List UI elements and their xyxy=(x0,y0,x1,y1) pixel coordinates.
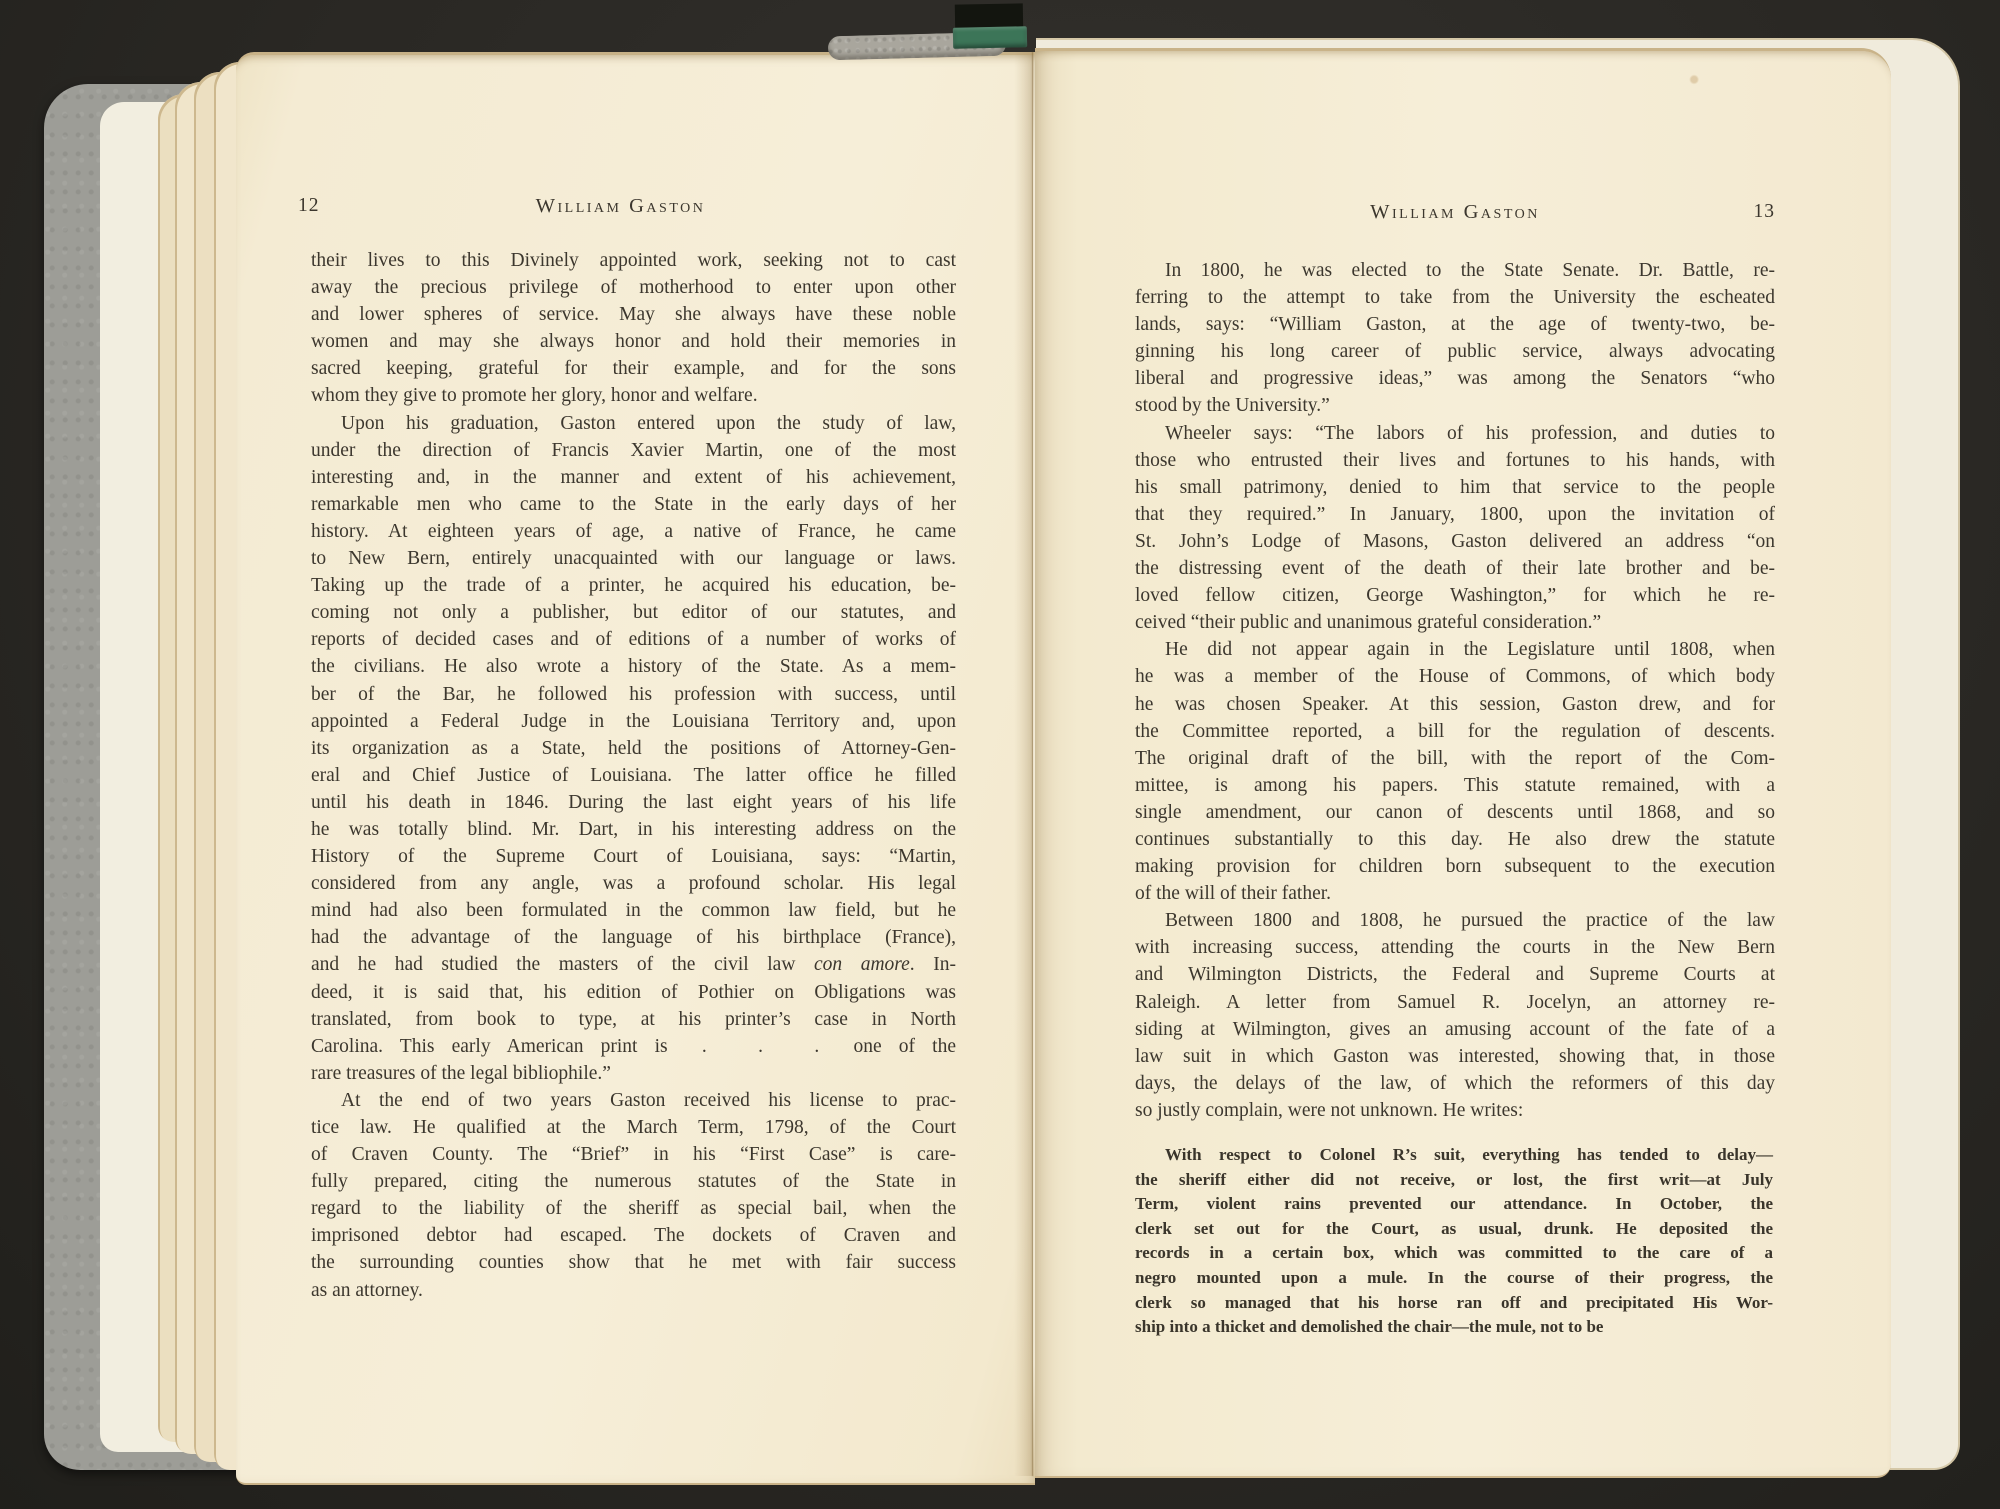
text-line: Wheeler says: “The labors of his profession, and duties to xyxy=(1165,422,1775,444)
text-line: its organization as a State, held the positions of Attorney-Gen- xyxy=(311,737,956,759)
text-line: he was chosen Speaker. At this session, Gaston drew, and for xyxy=(1135,693,1775,715)
text-line: those who entrusted their lives and fortunes to his hands, with xyxy=(1135,449,1775,471)
text-line: interesting and, in the manner and extent of his achievement, xyxy=(311,466,956,488)
paragraph xyxy=(311,1087,956,1304)
text-line: with increasing success, attending the courts in the New Bern xyxy=(1135,937,1775,959)
right-page-text xyxy=(1135,257,1775,1124)
text-line: so justly complain, were not unknown. He writes: xyxy=(1135,1099,1524,1121)
text-line: stood by the University.” xyxy=(1135,395,1330,417)
left-page-text xyxy=(311,247,956,1304)
text-line: mittee, is among his papers. This statute remained, with a xyxy=(1135,774,1775,796)
text-line: At the end of two years Gaston received his license to prac- xyxy=(341,1089,956,1111)
letter-quote-block xyxy=(1135,1143,1773,1340)
text-line: mind had also been formulated in the common law field, but he xyxy=(311,900,956,922)
text-line: clerk so managed that his horse ran off and precipitated His Wor- xyxy=(1135,1292,1773,1312)
text-line: St. John’s Lodge of Masons, Gaston delivered an address “on xyxy=(1135,530,1775,552)
text-line: ferring to the attempt to take from the University the escheated xyxy=(1135,287,1775,309)
paragraph xyxy=(311,247,956,410)
text-line: days, the delays of the law, of which the reformers of this day xyxy=(1135,1072,1775,1094)
text-line: clerk set out for the Court, as usual, drunk. He deposited the xyxy=(1135,1218,1773,1238)
text-line: had the advantage of the language of his birthplace (France), xyxy=(311,927,956,949)
paragraph xyxy=(1135,1143,1773,1340)
text-line: making provision for children born subsequent to the execution xyxy=(1135,856,1775,878)
text-line: translated, from book to type, at his printer’s case in North xyxy=(311,1008,956,1030)
text-line: remarkable men who came to the State in the early days of her xyxy=(311,493,956,515)
text-line: Raleigh. A letter from Samuel R. Jocelyn, an attorney re- xyxy=(1135,991,1775,1013)
text-line: imprisoned debtor had escaped. The dockets of Craven and xyxy=(311,1225,956,1247)
text-line: Upon his graduation, Gaston entered upon the study of law, xyxy=(341,412,956,434)
text-line: ship into a thicket and demolished the chair—the mule, not to be xyxy=(1135,1317,1604,1337)
text-line: the distressing event of the death of their late brother and be- xyxy=(1135,558,1775,580)
text-line: reports of decided cases and of editions of a number of works of xyxy=(311,629,956,651)
paragraph xyxy=(311,410,956,1087)
gutter-crease xyxy=(1033,52,1035,1476)
paragraph xyxy=(1135,420,1775,637)
text-line: lands, says: “William Gaston, at the age of twenty-two, be- xyxy=(1135,314,1775,336)
text-line: With respect to Colonel R’s suit, everything has tended to delay— xyxy=(1165,1145,1773,1164)
paragraph xyxy=(1135,257,1775,420)
text-line: appointed a Federal Judge in the Louisiana Territory and, upon xyxy=(311,710,956,732)
text-line: Carolina. This early American print is . . . one of the xyxy=(311,1035,956,1057)
bookmark-tab-green xyxy=(953,26,1027,49)
text-line: records in a certain box, which was committed to the care of a xyxy=(1135,1243,1773,1263)
text-line: loved fellow citizen, George Washington,” for which he re- xyxy=(1135,585,1775,607)
text-line: law suit in which Gaston was interested, showing that, in those xyxy=(1135,1045,1775,1067)
text-line: his small patrimony, denied to him that service to the people xyxy=(1135,476,1775,498)
text-line: continues substantially to this day. He also drew the statute xyxy=(1135,828,1775,850)
text-line: the sheriff either did not receive, or lost, the first writ—at July xyxy=(1135,1169,1773,1189)
paragraph xyxy=(1135,907,1775,1124)
text-line: fully prepared, citing the numerous statutes of the State in xyxy=(311,1171,956,1193)
text-line: eral and Chief Justice of Louisiana. The latter office he filled xyxy=(311,764,956,786)
running-header-left: William Gaston xyxy=(535,195,706,217)
text-line: tice law. He qualified at the March Term, 1798, of the Court xyxy=(311,1117,956,1138)
text-line: deed, it is said that, his edition of Pothier on Obligations was xyxy=(311,981,956,1003)
text-line: the surrounding counties show that he met with fair success xyxy=(311,1252,956,1274)
text-line: the civilians. He also wrote a history of the State. As a mem- xyxy=(311,656,956,678)
gutter-shadow xyxy=(1014,52,1034,1476)
text-line: considered from any angle, was a profound scholar. His legal xyxy=(311,873,956,895)
page-number-right: 13 xyxy=(1753,201,1775,222)
text-line: ber of the Bar, he followed his profession with success, until xyxy=(311,683,956,705)
text-line: In 1800, he was elected to the State Senate. Dr. Battle, re- xyxy=(1165,260,1775,281)
text-line: Term, violent rains prevented our attendance. In October, the xyxy=(1135,1194,1773,1214)
text-line: negro mounted upon a mule. In the course of their progress, the xyxy=(1135,1267,1773,1287)
text-line: to New Bern, entirely unacquainted with our language or laws. xyxy=(311,548,956,570)
text-line: liberal and progressive ideas,” was among the Senators “who xyxy=(1135,368,1775,390)
text-line: he was totally blind. Mr. Dart, in his interesting address on the xyxy=(311,818,956,840)
text-line: as an attorney. xyxy=(311,1279,423,1301)
text-line: History of the Supreme Court of Louisiana, says: “Martin, xyxy=(311,846,956,868)
text-line: Between 1800 and 1808, he pursued the practice of the law xyxy=(1165,910,1775,932)
text-line: sacred keeping, grateful for their example, and for the sons xyxy=(311,358,956,380)
text-line: until his death in 1846. During the last eight years of his life xyxy=(311,791,956,813)
text-line: single amendment, our canon of descents until 1868, and so xyxy=(1135,801,1775,823)
right-page-header xyxy=(1135,201,1775,231)
text-line: the Committee reported, a bill for the regulation of descents. xyxy=(1135,720,1775,742)
left-page xyxy=(236,52,1035,1485)
text-line: coming not only a publisher, but editor of our statutes, and xyxy=(311,602,956,624)
left-page-header xyxy=(298,195,943,225)
text-line: He did not appear again in the Legislature until 1808, when xyxy=(1165,639,1775,661)
text-line: their lives to this Divinely appointed work, seeking not to cast xyxy=(311,250,956,271)
text-line: whom they give to promote her glory, honor and welfare. xyxy=(311,385,758,407)
text-line: siding at Wilmington, gives an amusing account of the fate of a xyxy=(1135,1018,1775,1040)
text-line: women and may she always honor and hold their memories in xyxy=(311,331,956,353)
text-line: under the direction of Francis Xavier Martin, one of the most xyxy=(311,439,956,461)
text-line: that they required.” In January, 1800, upon the invitation of xyxy=(1135,503,1775,525)
text-line: The original draft of the bill, with the report of the Com- xyxy=(1135,747,1775,769)
text-line: of the will of their father. xyxy=(1135,883,1332,905)
text-line: regard to the liability of the sheriff as special bail, when the xyxy=(311,1198,956,1220)
text-line: of Craven County. The “Brief” in his “First Case” is care- xyxy=(311,1144,956,1166)
text-line: ginning his long career of public service, always advocating xyxy=(1135,341,1775,363)
text-line: and he had studied the masters of the civil law con amore. In- xyxy=(311,954,956,976)
text-line: ceived “their public and unanimous grateful consideration.” xyxy=(1135,612,1602,634)
text-line: Taking up the trade of a printer, he acquired his education, be- xyxy=(311,575,956,597)
running-header-right: William Gaston xyxy=(1370,201,1540,223)
paragraph xyxy=(1135,636,1775,907)
text-line: away the precious privilege of motherhood to enter upon other xyxy=(311,277,956,299)
page-number-left: 12 xyxy=(298,195,320,216)
text-line: he was a member of the House of Commons, of which body xyxy=(1135,666,1775,688)
text-line: and Wilmington Districts, the Federal and Supreme Courts at xyxy=(1135,964,1775,986)
text-line: history. At eighteen years of age, a native of France, he came xyxy=(311,520,956,542)
right-page xyxy=(1035,48,1891,1478)
text-line: and lower spheres of service. May she always have these noble xyxy=(311,304,956,326)
text-line: rare treasures of the legal bibliophile.” xyxy=(311,1062,611,1084)
